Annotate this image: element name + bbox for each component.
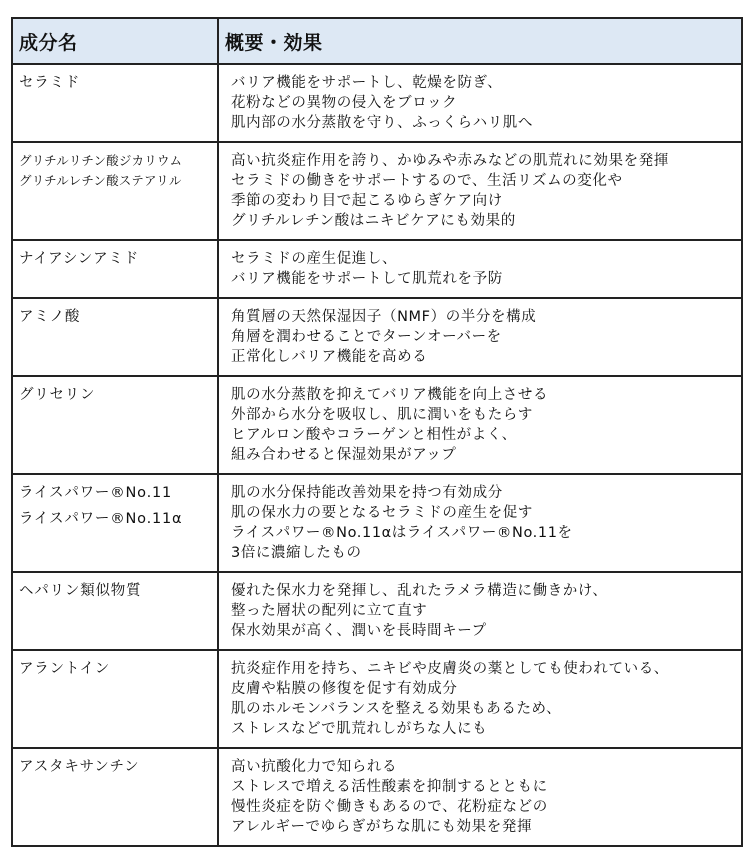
ingredient-name: グリセリン: [19, 387, 96, 403]
effect-line: 肌の保水力の要となるセラミドの産生を促す: [231, 505, 533, 521]
effect-line: 高い抗炎症作用を誇り、かゆみや赤みなどの肌荒れに効果を発揮: [231, 153, 669, 169]
header-row: [12, 18, 742, 64]
ingredient-name-cell: [12, 240, 218, 298]
effect-description-cell: [218, 298, 742, 376]
ingredient-name: アミノ酸: [19, 309, 81, 325]
table-row: [12, 572, 742, 650]
effect-line: 慢性炎症を防ぐ働きもあるので、花粉症などの: [231, 799, 548, 815]
ingredient-name-cell: [12, 474, 218, 572]
ingredient-name: セラミド: [19, 75, 81, 91]
effect-line: 肌の水分保持能改善効果を持つ有効成分: [231, 485, 503, 501]
effect-line: 組み合わせると保湿効果がアップ: [231, 447, 457, 463]
header-ingredient-name: 成分名: [12, 18, 218, 64]
ingredient-name-cell: [12, 376, 218, 474]
effect-line: 角質層の天然保湿因子（NMF）の半分を構成: [231, 309, 537, 325]
effect-line: 皮膚や粘膜の修復を促す有効成分: [231, 681, 458, 697]
ingredient-name-cell: [12, 572, 218, 650]
effect-line: 正常化しバリア機能を高める: [231, 349, 428, 365]
effect-line: 優れた保水力を発揮し、乱れたラメラ構造に働きかけ、: [231, 583, 608, 599]
effect-line: 肌のホルモンバランスを整える効果もあるため、: [231, 701, 562, 717]
effect-line: セラミドの産生促進し、: [231, 251, 398, 267]
effect-line: アレルギーでゆらぎがちな肌にも効果を発揮: [231, 819, 533, 835]
header-overview-effect: 概要・効果: [218, 18, 742, 64]
ingredient-name: アラントイン: [19, 661, 111, 677]
effect-line: セラミドの働きをサポートするので、生活リズムの変化や: [231, 173, 623, 189]
ingredient-name-cell: [12, 748, 218, 846]
effect-line: ストレスなどで肌荒れしがちな人にも: [231, 721, 488, 737]
ingredient-name-cell: [12, 650, 218, 748]
effect-line: 高い抗酸化力で知られる: [231, 759, 398, 775]
ingredient-name: グリチルレチン酸ステアリル: [19, 173, 182, 188]
table-header: [12, 18, 742, 64]
effect-description-cell: [218, 572, 742, 650]
effect-line: バリア機能をサポートして肌荒れを予防: [231, 271, 503, 287]
effect-line: 季節の変わり目で起こるゆらぎケア向け: [231, 193, 503, 209]
ingredient-name: ライスパワー®No.11α: [19, 511, 183, 527]
effect-line: グリチルレチン酸はニキビケアにも効果的: [231, 213, 516, 229]
table-row: [12, 240, 742, 298]
ingredient-name: ヘパリン類似物質: [19, 583, 142, 599]
effect-line: 整った層状の配列に立て直す: [231, 603, 428, 619]
effect-line: 3倍に濃縮したもの: [231, 545, 362, 561]
effect-line: ストレスで増える活性酸素を抑制するとともに: [231, 779, 548, 795]
ingredient-name-cell: [12, 142, 218, 240]
table-row: [12, 376, 742, 474]
ingredient-name: ライスパワー®No.11: [19, 485, 173, 501]
effect-line: 抗炎症作用を持ち、ニキビや皮膚炎の薬としても使われている、: [231, 661, 669, 677]
table-row: [12, 650, 742, 748]
effect-description-cell: [218, 474, 742, 572]
table-body: [12, 64, 742, 846]
table-row: [12, 748, 742, 846]
effect-line: ライスパワー®No.11αはライスパワー®No.11を: [231, 525, 573, 541]
table-row: [12, 298, 742, 376]
effect-description-cell: [218, 748, 742, 846]
effect-line: 角層を潤わせることでターンオーバーを: [231, 329, 502, 345]
effect-line: 保水効果が高く、潤いを長時間キープ: [231, 623, 487, 639]
effect-description-cell: [218, 376, 742, 474]
ingredients-table: [11, 17, 743, 847]
effect-line: 肌内部の水分蒸散を守り、ふっくらハリ肌へ: [231, 115, 533, 131]
effect-line: ヒアルロン酸やコラーゲンと相性がよく、: [231, 427, 517, 443]
effect-description-cell: [218, 650, 742, 748]
ingredient-name: アスタキサンチン: [19, 759, 140, 775]
table-row: [12, 474, 742, 572]
ingredient-name-cell: [12, 64, 218, 142]
ingredient-name: グリチルリチン酸ジカリウム: [19, 153, 183, 168]
effect-description-cell: [218, 64, 742, 142]
effect-description-cell: [218, 240, 742, 298]
table-row: [12, 64, 742, 142]
effect-line: バリア機能をサポートし、乾燥を防ぎ、: [231, 75, 503, 91]
ingredient-name-cell: [12, 298, 218, 376]
effect-line: 花粉などの異物の侵入をブロック: [231, 95, 458, 111]
effect-line: 外部から水分を吸収し、肌に潤いをもたらす: [231, 407, 533, 423]
table-row: [12, 142, 742, 240]
effect-description-cell: [218, 142, 742, 240]
ingredient-name: ナイアシンアミド: [19, 251, 140, 267]
effect-line: 肌の水分蒸散を抑えてバリア機能を向上させる: [231, 387, 549, 403]
